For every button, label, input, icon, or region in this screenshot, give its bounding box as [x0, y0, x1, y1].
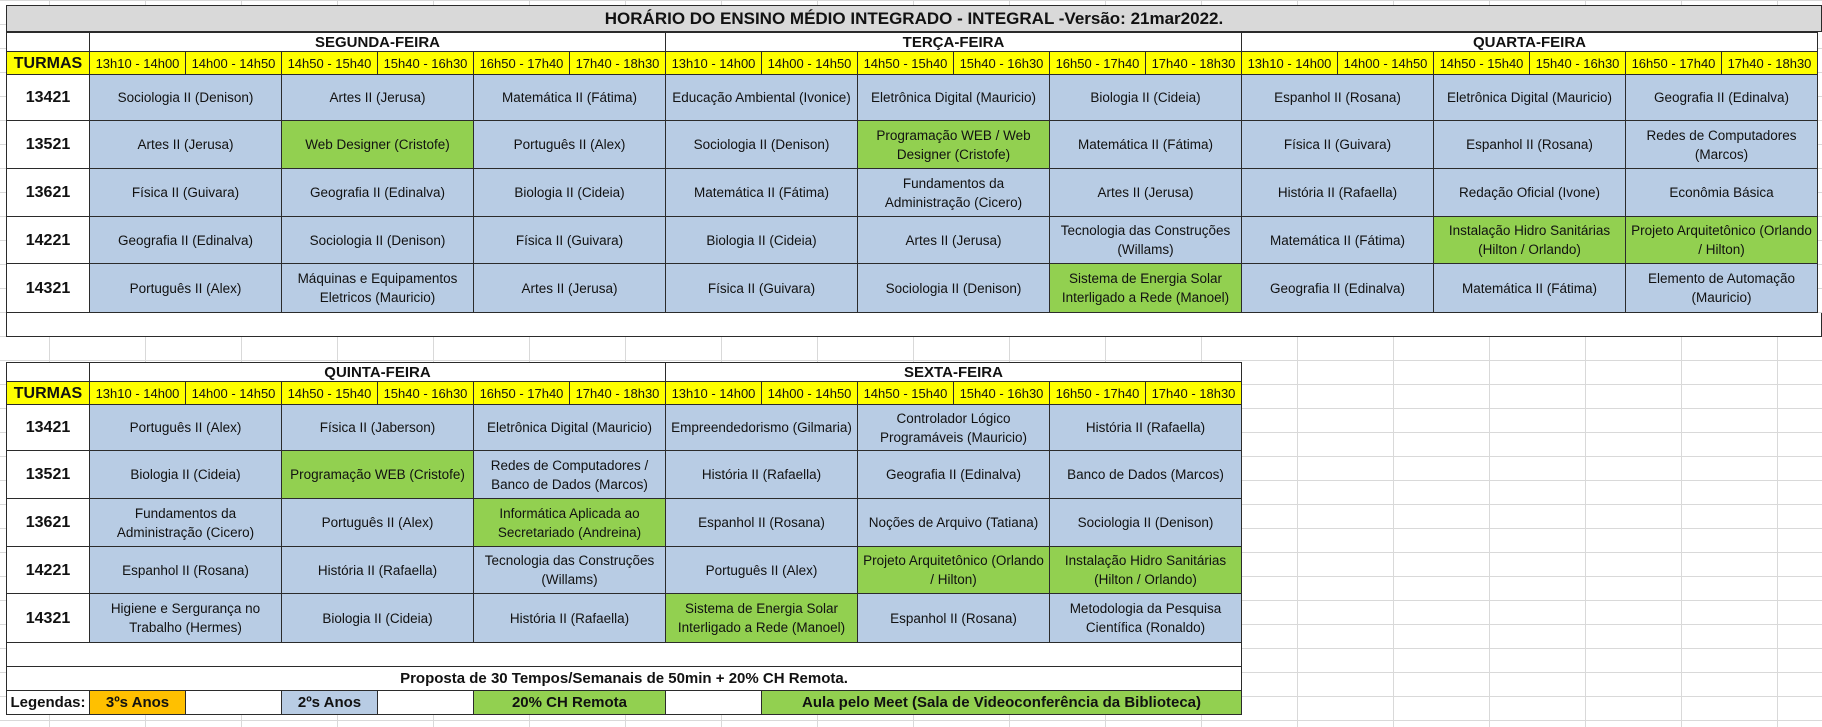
class-cell[interactable]: Instalação Hidro Sanitárias (Hilton / Orlando)	[1050, 547, 1242, 594]
corner-cell[interactable]	[6, 32, 90, 52]
class-cell[interactable]: Biologia II (Cideia)	[282, 594, 474, 643]
class-cell[interactable]: Projeto Arquitetônico (Orlando / Hilton)	[858, 547, 1050, 594]
class-cell[interactable]: Português II (Alex)	[282, 499, 474, 547]
day-header-quarta-feira[interactable]: QUARTA-FEIRA	[1242, 32, 1818, 52]
class-cell[interactable]: Metodologia da Pesquisa Científica (Ronaldo)	[1050, 594, 1242, 643]
time-slot-header[interactable]: 17h40 - 18h30	[1146, 52, 1242, 75]
time-slot-header[interactable]: 15h40 - 16h30	[378, 52, 474, 75]
turma-code-13621[interactable]: 13621	[6, 169, 90, 217]
class-cell[interactable]: Artes II (Jerusa)	[1050, 169, 1242, 217]
legend-ch-remota[interactable]: 20% CH Remota	[474, 691, 666, 715]
class-cell[interactable]: Espanhol II (Rosana)	[858, 594, 1050, 643]
time-slot-header[interactable]: 16h50 - 17h40	[1050, 52, 1146, 75]
class-cell[interactable]: Tecnologia das Construções (Willams)	[474, 547, 666, 594]
class-cell[interactable]: Instalação Hidro Sanitárias (Hilton / Orlando)	[1434, 217, 1626, 264]
class-cell[interactable]: Empreendedorismo (Gilmaria)	[666, 405, 858, 451]
proposta-text[interactable]: Proposta de 30 Tempos/Semanais de 50min + 20% CH Remota.	[6, 667, 1242, 691]
class-cell[interactable]: Física II (Guivara)	[90, 169, 282, 217]
class-cell[interactable]: História II (Rafaella)	[474, 594, 666, 643]
class-cell[interactable]: Sociologia II (Denison)	[1050, 499, 1242, 547]
class-cell[interactable]: Artes II (Jerusa)	[282, 75, 474, 121]
class-cell[interactable]: Geografia II (Edinalva)	[282, 169, 474, 217]
time-slot-header[interactable]: 16h50 - 17h40	[1050, 382, 1146, 405]
class-cell[interactable]: Espanhol II (Rosana)	[1242, 75, 1434, 121]
time-slot-header[interactable]: 14h00 - 14h50	[186, 382, 282, 405]
legend-label[interactable]: Legendas:	[6, 691, 90, 715]
class-cell[interactable]: Controlador Lógico Programáveis (Mauricio)	[858, 405, 1050, 451]
class-cell[interactable]: Matemática II (Fátima)	[1242, 217, 1434, 264]
class-cell[interactable]: Sociologia II (Denison)	[90, 75, 282, 121]
class-cell[interactable]: Programação WEB (Cristofe)	[282, 451, 474, 499]
class-cell[interactable]: Matemática II (Fátima)	[1050, 121, 1242, 169]
legend-aula-meet[interactable]: Aula pelo Meet (Sala de Videoconferência da Biblioteca)	[762, 691, 1242, 715]
class-cell[interactable]: Econômia Básica	[1626, 169, 1818, 217]
time-slot-header[interactable]: 14h00 - 14h50	[762, 382, 858, 405]
turma-code-14321[interactable]: 14321	[6, 264, 90, 313]
separator-row[interactable]	[6, 313, 1822, 337]
time-slot-header[interactable]: 17h40 - 18h30	[570, 382, 666, 405]
class-cell[interactable]: Português II (Alex)	[666, 547, 858, 594]
turma-code-13421[interactable]: 13421	[6, 75, 90, 121]
class-cell[interactable]: Sociologia II (Denison)	[666, 121, 858, 169]
turma-code-13521[interactable]: 13521	[6, 451, 90, 499]
class-cell[interactable]: Física II (Guivara)	[1242, 121, 1434, 169]
class-cell[interactable]: Geografia II (Edinalva)	[1242, 264, 1434, 313]
class-cell[interactable]: Artes II (Jerusa)	[474, 264, 666, 313]
turmas-header[interactable]: TURMAS	[6, 52, 90, 75]
day-header-terça-feira[interactable]: TERÇA-FEIRA	[666, 32, 1242, 52]
spacer-row[interactable]	[6, 643, 1242, 667]
class-cell[interactable]: Espanhol II (Rosana)	[90, 547, 282, 594]
class-cell[interactable]: Biologia II (Cideia)	[666, 217, 858, 264]
legend-gap[interactable]	[666, 691, 762, 715]
class-cell[interactable]: Artes II (Jerusa)	[858, 217, 1050, 264]
class-cell[interactable]: Fundamentos da Administração (Cicero)	[858, 169, 1050, 217]
class-cell[interactable]: Matemática II (Fátima)	[1434, 264, 1626, 313]
class-cell[interactable]: Banco de Dados (Marcos)	[1050, 451, 1242, 499]
turma-code-14221[interactable]: 14221	[6, 547, 90, 594]
time-slot-header[interactable]: 14h50 - 15h40	[282, 382, 378, 405]
class-cell[interactable]: Português II (Alex)	[90, 405, 282, 451]
class-cell[interactable]: Espanhol II (Rosana)	[666, 499, 858, 547]
page-title[interactable]: HORÁRIO DO ENSINO MÉDIO INTEGRADO - INTEGRAL -Versão: 21mar2022.	[6, 5, 1822, 32]
day-header-segunda-feira[interactable]: SEGUNDA-FEIRA	[90, 32, 666, 52]
class-cell[interactable]: Sistema de Energia Solar Interligado a Rede (Manoel)	[666, 594, 858, 643]
corner-cell[interactable]	[6, 362, 90, 382]
class-cell[interactable]: História II (Rafaella)	[1242, 169, 1434, 217]
class-cell[interactable]: Matemática II (Fátima)	[666, 169, 858, 217]
time-slot-header[interactable]: 16h50 - 17h40	[1626, 52, 1722, 75]
class-cell[interactable]: Higiene e Sergurança no Trabalho (Hermes)	[90, 594, 282, 643]
class-cell[interactable]: Eletrônica Digital (Mauricio)	[858, 75, 1050, 121]
time-slot-header[interactable]: 15h40 - 16h30	[1530, 52, 1626, 75]
class-cell[interactable]: Programação WEB / Web Designer (Cristofe)	[858, 121, 1050, 169]
time-slot-header[interactable]: 17h40 - 18h30	[1722, 52, 1818, 75]
time-slot-header[interactable]: 15h40 - 16h30	[954, 382, 1050, 405]
class-cell[interactable]: Redes de Computadores (Marcos)	[1626, 121, 1818, 169]
class-cell[interactable]: Biologia II (Cideia)	[1050, 75, 1242, 121]
class-cell[interactable]: Fundamentos da Administração (Cicero)	[90, 499, 282, 547]
class-cell[interactable]: História II (Rafaella)	[282, 547, 474, 594]
class-cell[interactable]: Elemento de Automação (Mauricio)	[1626, 264, 1818, 313]
time-slot-header[interactable]: 17h40 - 18h30	[570, 52, 666, 75]
class-cell[interactable]: Web Designer (Cristofe)	[282, 121, 474, 169]
class-cell[interactable]: História II (Rafaella)	[1050, 405, 1242, 451]
turma-code-13421[interactable]: 13421	[6, 405, 90, 451]
legend-3-anos[interactable]: 3ºs Anos	[90, 691, 186, 715]
class-cell[interactable]: Redação Oficial (Ivone)	[1434, 169, 1626, 217]
turma-code-13521[interactable]: 13521	[6, 121, 90, 169]
time-slot-header[interactable]: 13h10 - 14h00	[666, 52, 762, 75]
day-header-sexta-feira[interactable]: SEXTA-FEIRA	[666, 362, 1242, 382]
class-cell[interactable]: Espanhol II (Rosana)	[1434, 121, 1626, 169]
time-slot-header[interactable]: 14h00 - 14h50	[186, 52, 282, 75]
day-header-quinta-feira[interactable]: QUINTA-FEIRA	[90, 362, 666, 382]
class-cell[interactable]: Geografia II (Edinalva)	[858, 451, 1050, 499]
class-cell[interactable]: Tecnologia das Construções (Willams)	[1050, 217, 1242, 264]
time-slot-header[interactable]: 13h10 - 14h00	[1242, 52, 1338, 75]
turma-code-13621[interactable]: 13621	[6, 499, 90, 547]
time-slot-header[interactable]: 15h40 - 16h30	[378, 382, 474, 405]
class-cell[interactable]: Sistema de Energia Solar Interligado a Rede (Manoel)	[1050, 264, 1242, 313]
class-cell[interactable]: Eletrônica Digital (Mauricio)	[474, 405, 666, 451]
class-cell[interactable]: Educação Ambiental (Ivonice)	[666, 75, 858, 121]
time-slot-header[interactable]: 16h50 - 17h40	[474, 52, 570, 75]
class-cell[interactable]: Português II (Alex)	[90, 264, 282, 313]
time-slot-header[interactable]: 13h10 - 14h00	[666, 382, 762, 405]
time-slot-header[interactable]: 15h40 - 16h30	[954, 52, 1050, 75]
time-slot-header[interactable]: 14h50 - 15h40	[858, 382, 954, 405]
time-slot-header[interactable]: 14h00 - 14h50	[1338, 52, 1434, 75]
time-slot-header[interactable]: 14h50 - 15h40	[1434, 52, 1530, 75]
class-cell[interactable]: Eletrônica Digital (Mauricio)	[1434, 75, 1626, 121]
class-cell[interactable]: Redes de Computadores / Banco de Dados (Marcos)	[474, 451, 666, 499]
turma-code-14221[interactable]: 14221	[6, 217, 90, 264]
class-cell[interactable]: História II (Rafaella)	[666, 451, 858, 499]
class-cell[interactable]: Matemática II (Fátima)	[474, 75, 666, 121]
legend-gap[interactable]	[378, 691, 474, 715]
class-cell[interactable]: Biologia II (Cideia)	[474, 169, 666, 217]
time-slot-header[interactable]: 16h50 - 17h40	[474, 382, 570, 405]
class-cell[interactable]: Geografia II (Edinalva)	[1626, 75, 1818, 121]
time-slot-header[interactable]: 13h10 - 14h00	[90, 52, 186, 75]
class-cell[interactable]: Física II (Jaberson)	[282, 405, 474, 451]
class-cell[interactable]: Artes II (Jerusa)	[90, 121, 282, 169]
class-cell[interactable]: Física II (Guivara)	[666, 264, 858, 313]
time-slot-header[interactable]: 17h40 - 18h30	[1146, 382, 1242, 405]
class-cell[interactable]: Sociologia II (Denison)	[858, 264, 1050, 313]
class-cell[interactable]: Sociologia II (Denison)	[282, 217, 474, 264]
class-cell[interactable]: Geografia II (Edinalva)	[90, 217, 282, 264]
class-cell[interactable]: Projeto Arquitetônico (Orlando / Hilton)	[1626, 217, 1818, 264]
class-cell[interactable]: Física II (Guivara)	[474, 217, 666, 264]
legend-gap[interactable]	[186, 691, 282, 715]
class-cell[interactable]: Máquinas e Equipamentos Eletricos (Mauricio)	[282, 264, 474, 313]
time-slot-header[interactable]: 14h50 - 15h40	[858, 52, 954, 75]
class-cell[interactable]: Biologia II (Cideia)	[90, 451, 282, 499]
legend-2-anos[interactable]: 2ºs Anos	[282, 691, 378, 715]
class-cell[interactable]: Noções de Arquivo (Tatiana)	[858, 499, 1050, 547]
time-slot-header[interactable]: 14h50 - 15h40	[282, 52, 378, 75]
time-slot-header[interactable]: 13h10 - 14h00	[90, 382, 186, 405]
turmas-header[interactable]: TURMAS	[6, 382, 90, 405]
turma-code-14321[interactable]: 14321	[6, 594, 90, 643]
class-cell[interactable]: Português II (Alex)	[474, 121, 666, 169]
class-cell[interactable]: Informática Aplicada ao Secretariado (Andreina)	[474, 499, 666, 547]
time-slot-header[interactable]: 14h00 - 14h50	[762, 52, 858, 75]
